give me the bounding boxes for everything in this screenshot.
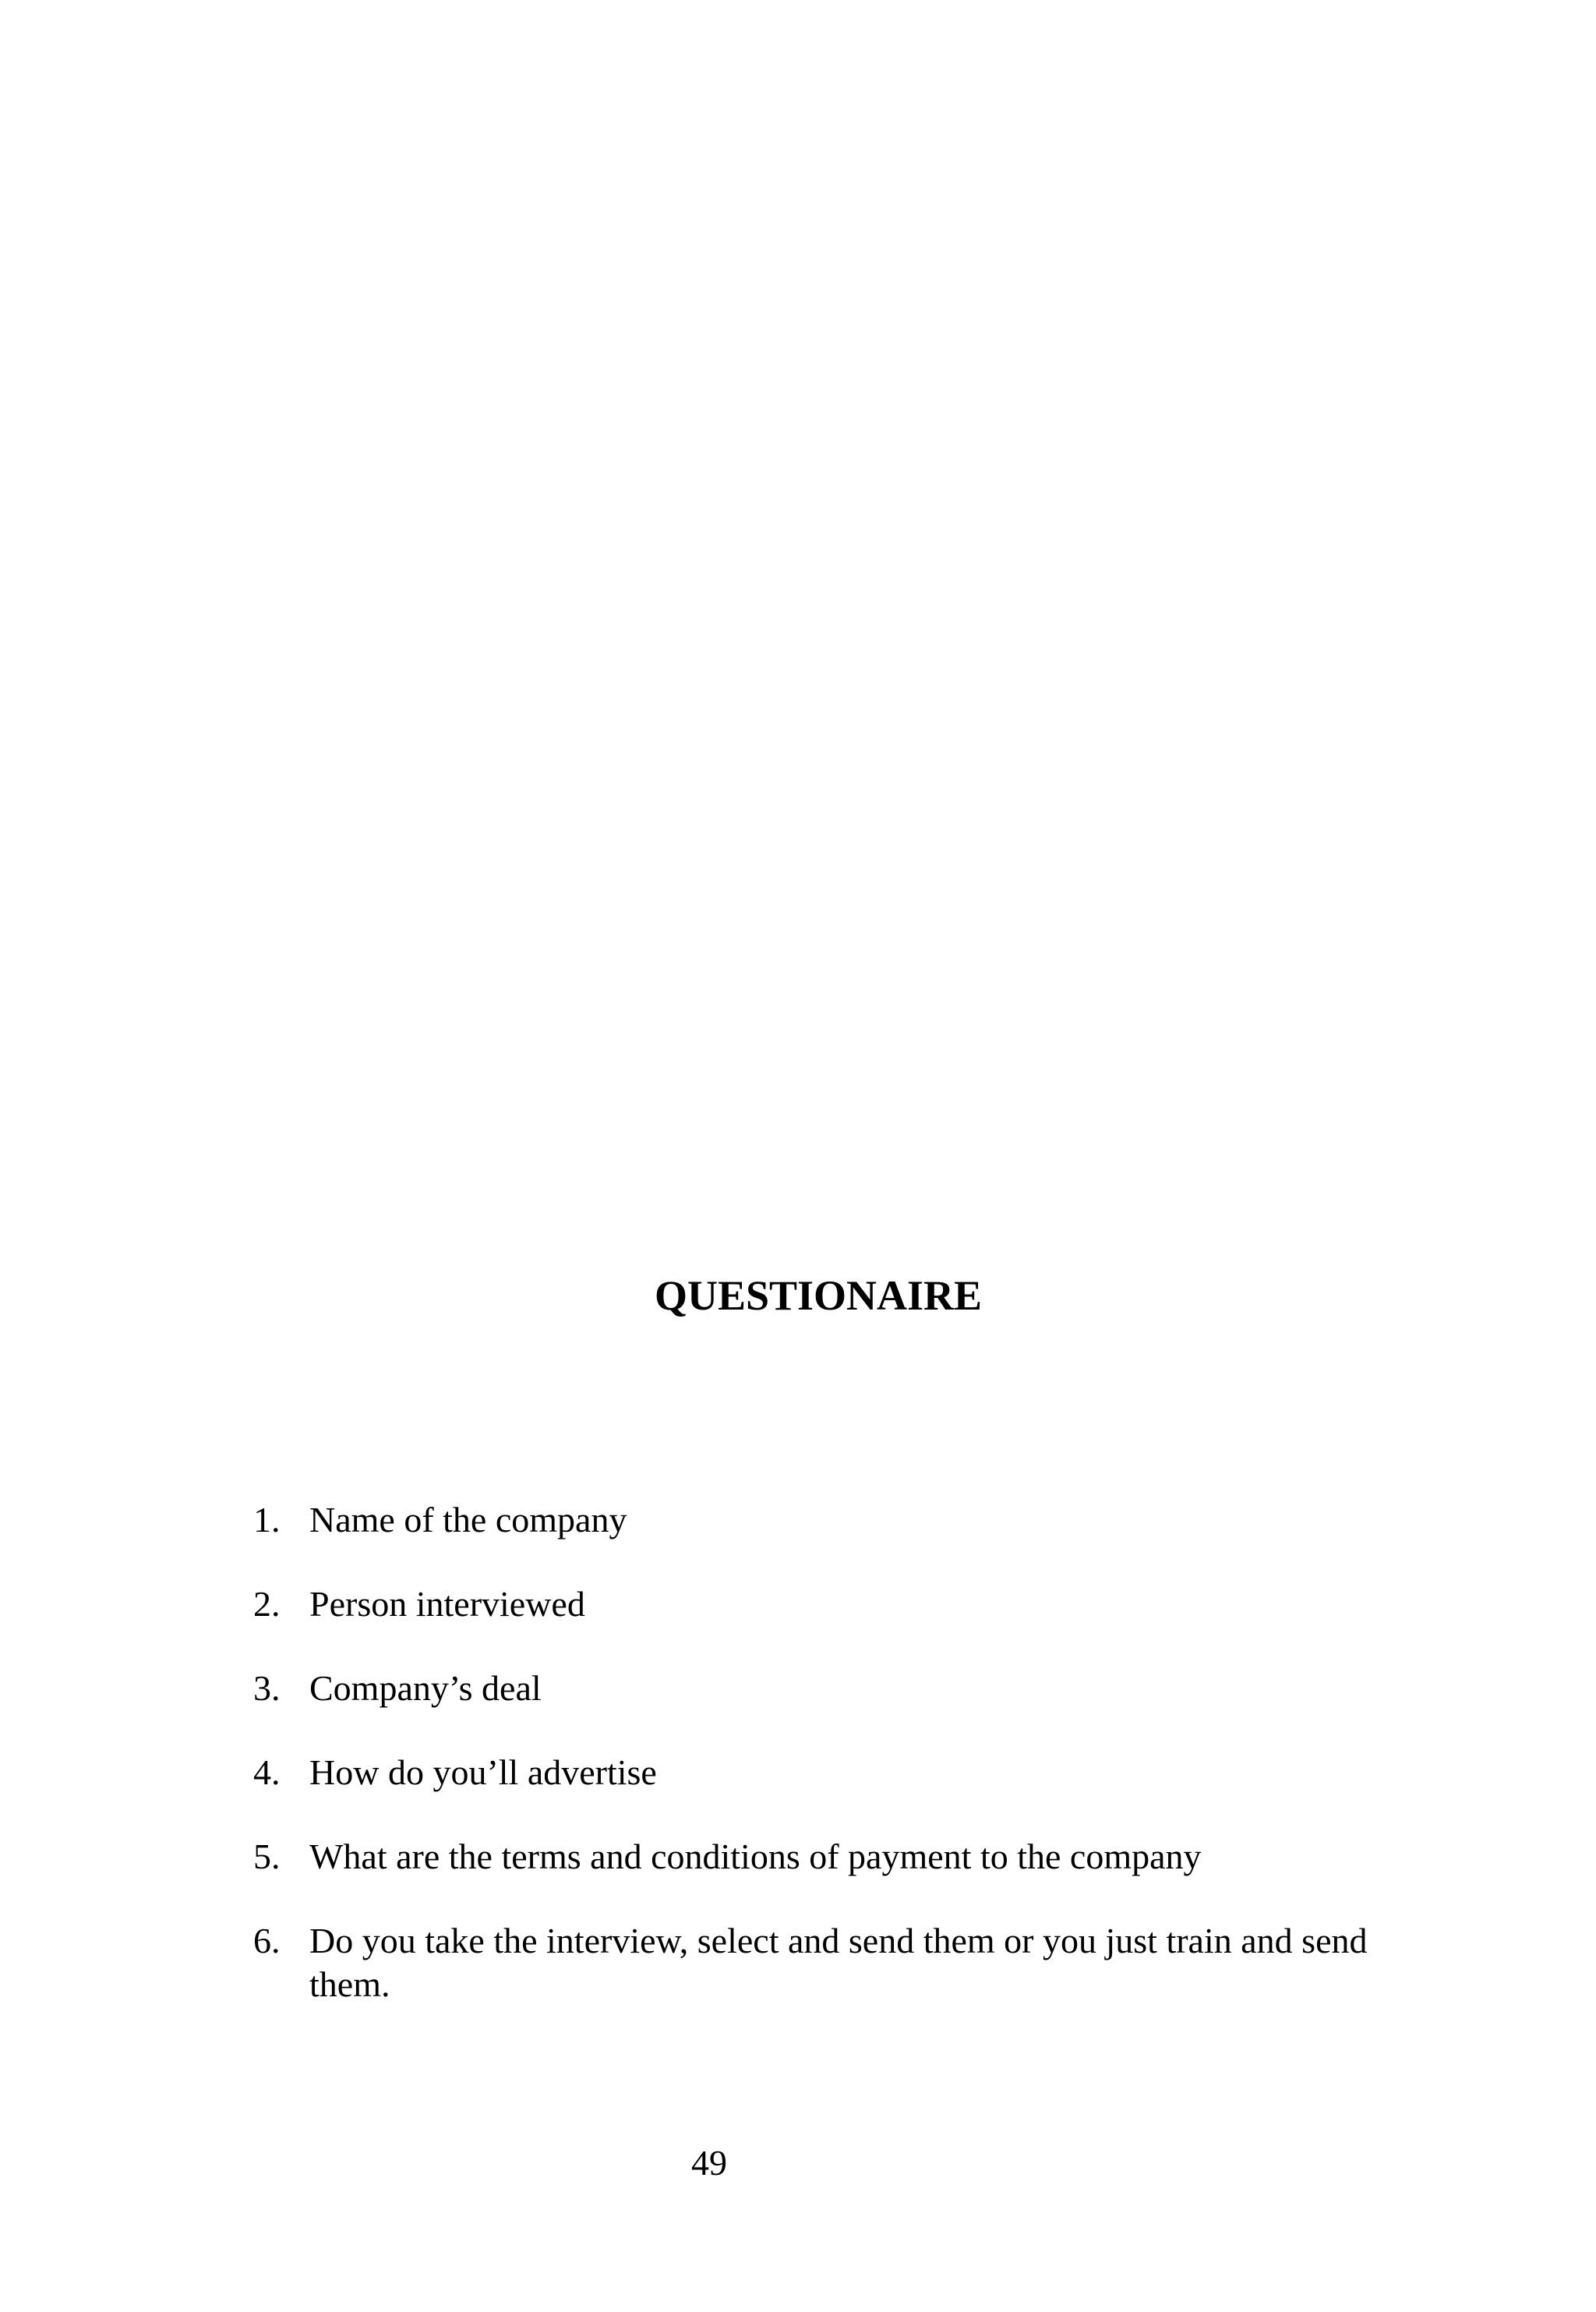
question-number: 6. xyxy=(253,1921,281,1960)
question-item-3 xyxy=(253,1667,1422,1710)
question-number: 2. xyxy=(253,1584,281,1624)
question-number: 5. xyxy=(253,1837,281,1876)
question-text: Name of the company xyxy=(309,1500,627,1540)
question-text: Company’s deal xyxy=(309,1668,542,1708)
question-item-2 xyxy=(253,1582,1422,1626)
questions-list xyxy=(253,1498,1422,2047)
question-text: Do you take the interview, select and send them or you just train and send them. xyxy=(309,1921,1368,2004)
question-number: 4. xyxy=(253,1752,281,1792)
question-item-6 xyxy=(253,1919,1422,2006)
question-item-1 xyxy=(253,1498,1422,1542)
question-number: 3. xyxy=(253,1668,281,1708)
question-text: Person interviewed xyxy=(309,1584,585,1624)
question-text: How do you’ll advertise xyxy=(309,1752,657,1792)
page-title: QUESTIONAIRE xyxy=(654,1272,983,1319)
question-item-4 xyxy=(253,1751,1422,1794)
question-number: 1. xyxy=(253,1500,281,1540)
question-item-5 xyxy=(253,1835,1422,1879)
question-text: What are the terms and conditions of payment to the company xyxy=(309,1837,1202,1876)
page-number: 49 xyxy=(691,2143,727,2183)
